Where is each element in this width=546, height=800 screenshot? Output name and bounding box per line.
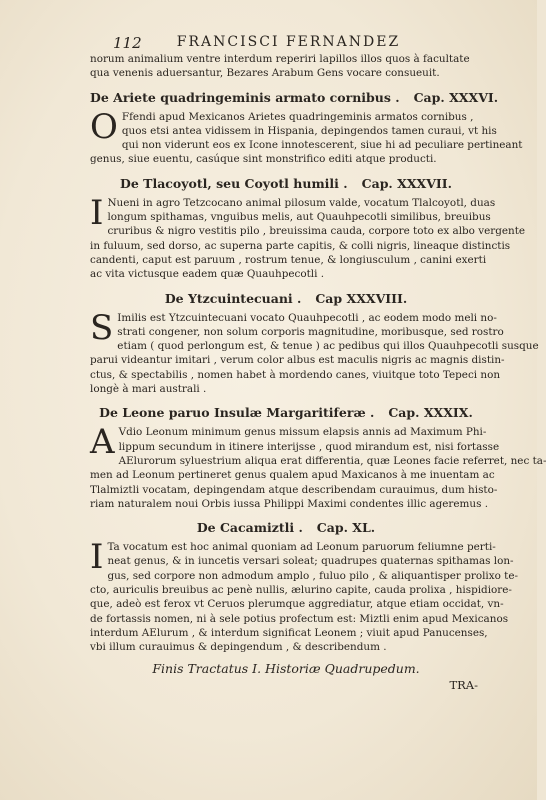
text-line: parui videantur imitari , verum color albus est maculis nigris ac magnis distin- [90,354,505,367]
chapter-heading [90,176,482,191]
chapter-heading [90,520,482,535]
text-line: Ta vocatum est hoc animal quoniam ad Leonum paruorum feliumne perti- [107,541,496,554]
catchword: TRA- [449,677,478,692]
chapters [90,89,546,655]
chapter-number: Cap XXXVIII. [315,290,408,306]
drop-initial: S [90,307,114,348]
text-line: men ad Leonum pertineret genus qualem apud Maxicanos à me inuentam ac [90,469,495,482]
finis-line: Finis Tractatus I. Historiæ Quadrupedum. [152,660,420,676]
text-line: AElurorum syluestrium aliqua erat differentia, quæ Leones facie referret, nec ta- [118,454,546,467]
text-line: riam naturalem noui Orbis iussa Philippi Maximi condentes illic ageremus . [90,497,489,510]
drop-initial: A [90,422,115,463]
chapter-heading [90,405,482,420]
page-header [0,34,537,54]
text-line: Ffendi apud Mexicanos Arietes quadringeminis armatos cornibus , [121,110,474,123]
chapter-title: De Cacamiztli . [196,520,303,536]
chapter-paragraph [90,537,518,654]
chapter-number: Cap. XXXIX. [388,405,473,421]
text-line: longum spithamas, vnguibus melis, aut Quauhpecotli similibus, breuibus [107,211,491,224]
text-line: cruribus & nigro vestitis pilo , breuissima cauda, corpore toto ex albo vergente [107,225,526,238]
text-line: longè à mari australi . [90,383,207,396]
text-line: genus, siue euentu, casúque sint monstrifico editi atque producti. [90,153,437,166]
text-line: interdum AElurum , & interdum significat Leonem ; viuit apud Panucenses, [90,626,488,639]
chapter-paragraph [90,307,539,397]
chapter-title: De Ytzcuintecuani . [164,290,302,306]
text-line: que, adeò est ferox vt Ceruos plerumque aggrediatur, atque etiam occidat, vn- [90,598,504,611]
chapter-paragraph [90,106,523,167]
text-line: norum animalium ventre interdum reperiri lapillos illos quos à facultate [90,53,470,65]
chapter-title: De Tlacoyotl, seu Coyotl humili . [120,175,348,191]
text-line: candenti, caput est paruum , rostrum tenue, & longiusculum , canini exerti [90,253,487,266]
text-line: in fuluum, sed dorso, ac superna parte capitis, & colli nigris, lineaque distinctis [90,239,511,252]
drop-initial: I [90,537,104,578]
chapter-number: Cap. XXXVII. [361,175,452,191]
chapter-number: Cap. XL. [316,520,376,536]
text-line: Nueni in agro Tetzcocano animal pilosum valde, vocatum Tlalcoyotl, duas [107,196,496,209]
chapter-paragraph [90,192,526,282]
chapter-paragraph [90,422,546,511]
text-line: lippum secundum in itinere interijsse , quod mirandum est, nisi fortasse [118,440,500,453]
text-line: de fortassis nomen, ni à sele potius profectum est: Miztli enim apud Mexicanos [90,612,509,625]
text-line: Imilis est Ytzcuintecuani vocato Quauhpecotli , ac eodem modo meli no- [117,311,497,324]
page-number: 112 [113,34,142,52]
chapter-title: De Ariete quadringeminis armato cornibus . [90,89,400,105]
text-line: quos etsi antea vidissem in Hispania, depingendos tamen curaui, vt his [121,124,497,137]
text-line: qui non viderunt eos ex Icone innotescerent, siue hi ad peculiare pertineant [121,139,523,152]
text-line: Vdio Leonum minimum genus missum elapsis annis ad Maximum Phi- [118,426,487,439]
intro-paragraph [90,52,482,81]
drop-initial: O [90,106,118,147]
text-line: neat genus, & in iuncetis versari soleat; quadrupes quaternas spithamas lon- [107,555,514,568]
chapter-title: De Leone paruo Insulæ Margaritiferæ . [99,405,375,421]
text-line: ac vita victusque eadem quæ Quauhpecotli . [90,268,324,281]
text-line: gus, sed corpore non admodum amplo , fuluo pilo , & aliquantisper prolixo te- [107,569,518,582]
text-body [90,52,546,692]
text-line: vbi illum curauimus & depingendum , & describendum . [90,641,387,654]
drop-initial: I [90,192,104,233]
text-line: cto, auriculis breuibus ac penè nullis, ælurino capite, cauda prolixa , hispidiore- [90,584,512,597]
text-line: Tlalmiztli vocatam, depingendam atque describendam curauimus, dum histo- [90,483,498,496]
text-line: strati congener, non solum corporis magnitudine, moribusque, sed rostro [117,325,504,338]
running-title: FRANCISCI FERNANDEZ [176,34,401,50]
chapter-heading [90,291,482,306]
chapter-heading [90,89,499,105]
text-line: ctus, & spectabilis , nomen habet à mordendo canes, viuitque toto Tepeci non [90,368,501,381]
chapter-number: Cap. XXXVI. [413,89,499,105]
text-line: qua venenis aduersantur, Bezares Arabum Gens vocare consueuit. [90,67,440,80]
text-line: etiam ( quod perlongum est, & tenue ) ac pedibus qui illos Quauhpecotli susque [117,340,539,353]
